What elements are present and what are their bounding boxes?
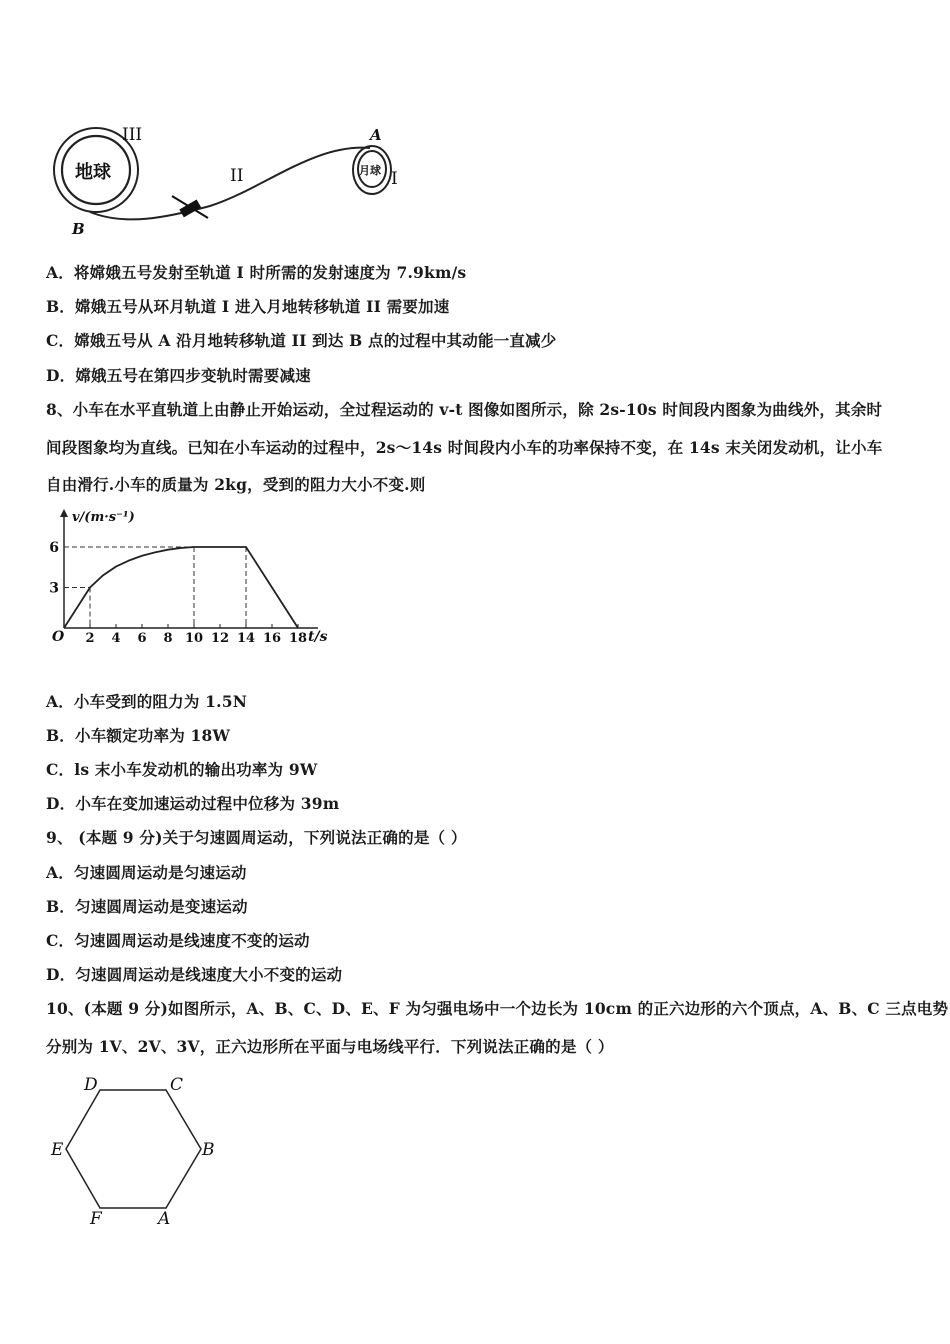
y-axis-arrow	[60, 509, 68, 517]
q10-stem-line-2: 分别为 1V、2V、3V，正六边形所在平面与电场线平行．下列说法正确的是（ ）	[46, 1037, 614, 1056]
y-tick-label: 6	[49, 540, 59, 556]
orbit-figure	[50, 118, 420, 243]
q9-option-d: D．匀速圆周运动是线速度大小不变的运动	[46, 965, 343, 984]
hexagon	[66, 1090, 201, 1208]
x-tick-label: 4	[111, 631, 121, 646]
q9-option-a: A．匀速圆周运动是匀速运动	[46, 863, 247, 882]
x-tick-label: 2	[85, 631, 95, 646]
hex-label-D: D	[84, 1075, 98, 1095]
moon-label: 月球	[359, 164, 381, 177]
hex-label-F: F	[90, 1209, 102, 1229]
q8-option-c: C．ls 末小车发动机的输出功率为 9W	[46, 760, 318, 779]
x-tick-label: 14	[236, 631, 256, 646]
vt-chart	[40, 503, 340, 653]
x-tick-label: 6	[137, 631, 147, 646]
q9-stem: 9、 (本题 9 分)关于匀速圆周运动，下列说法正确的是（ ）	[46, 828, 467, 847]
earth-label: 地球	[75, 162, 111, 183]
orbit-II-label: II	[230, 166, 244, 186]
vt-series-line	[64, 547, 298, 628]
hex-label-B: B	[202, 1140, 215, 1160]
q8-stem-line-2: 间段图象均为直线。已知在小车运动的过程中，2s～14s 时间段内小车的功率保持不变，在 14s 末关闭发动机，让小车	[46, 438, 883, 457]
orbit-III-label: III	[122, 125, 143, 145]
q8-stem-line-3: 自由滑行.小车的质量为 2kg，受到的阻力大小不变.则	[46, 475, 426, 494]
q9-option-b: B．匀速圆周运动是变速运动	[46, 897, 248, 916]
x-tick-label: 18	[288, 631, 308, 646]
x-tick-label: 10	[184, 631, 204, 646]
q7-option-b: B．嫦娥五号从环月轨道 I 进入月地转移轨道 II 需要加速	[46, 297, 450, 316]
q7-option-d: D．嫦娥五号在第四步变轨时需要减速	[46, 366, 311, 385]
x-axis-label: t/s	[308, 629, 328, 645]
origin-label: O	[52, 629, 65, 645]
hexagon-figure	[46, 1072, 226, 1232]
y-tick-label: 3	[49, 580, 59, 597]
q10-stem-line-1: 10、(本题 9 分)如图所示，A、B、C、D、E、F 为匀强电场中一个边长为 10cm 的正六边形的六个顶点，A、B、C 三点电势	[46, 999, 949, 1018]
point-A-label: A	[370, 126, 382, 144]
x-tick-label: 8	[163, 631, 173, 646]
point-B-label: B	[72, 220, 85, 238]
q7-option-c: C．嫦娥五号从 A 沿月地转移轨道 II 到达 B 点的过程中其动能一直减少	[46, 331, 557, 350]
x-tick-label: 16	[262, 631, 282, 646]
q7-option-a: A．将嫦娥五号发射至轨道 I 时所需的发射速度为 7.9km/s	[46, 263, 467, 282]
orbit-I-label: I	[391, 169, 398, 189]
y-axis-label: v/(m·s⁻¹)	[72, 510, 135, 525]
hex-label-A: A	[158, 1209, 171, 1229]
q9-option-c: C．匀速圆周运动是线速度不变的运动	[46, 931, 310, 950]
q8-option-a: A．小车受到的阻力为 1.5N	[46, 692, 248, 711]
q8-stem-line-1: 8、小车在水平直轨道上由静止开始运动，全过程运动的 v-t 图像如图所示，除 2s-10s 时间段内图象为曲线外，其余时	[46, 400, 883, 419]
hex-label-C: C	[170, 1075, 184, 1095]
x-tick-label: 12	[210, 631, 230, 646]
q8-option-d: D．小车在变加速运动过程中位移为 39m	[46, 794, 340, 813]
hex-label-E: E	[51, 1140, 64, 1160]
q8-option-b: B．小车额定功率为 18W	[46, 726, 231, 745]
